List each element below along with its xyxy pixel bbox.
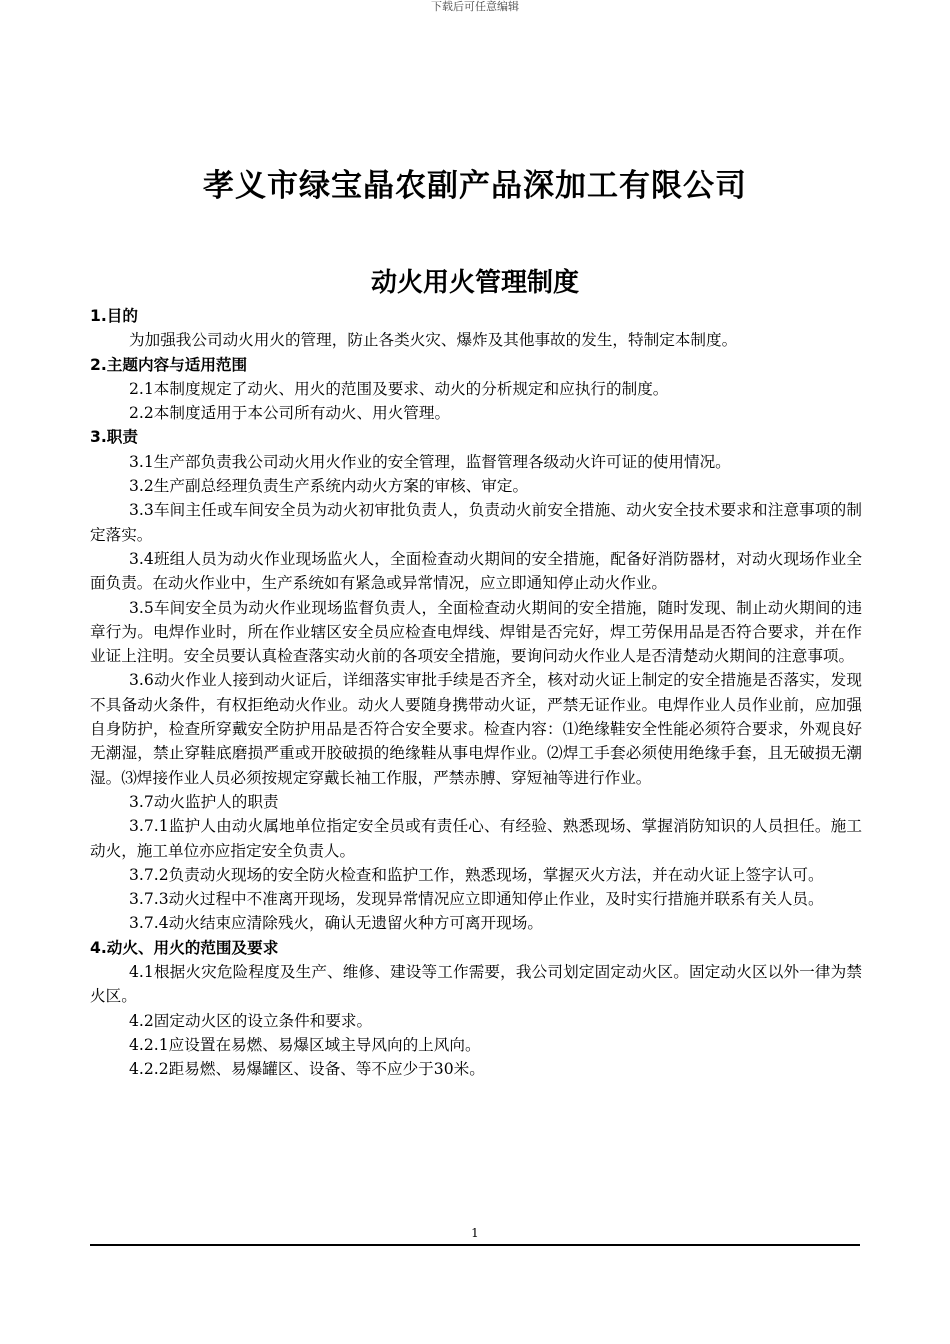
- section-heading: 1.目的: [90, 307, 138, 325]
- paragraph: 为加强我公司动火用火的管理，防止各类火灾、爆炸及其他事故的发生，特制定本制度。: [129, 331, 738, 350]
- paragraph: 3.7.4动火结束应清除残火，确认无遗留火种方可离开现场。: [129, 914, 543, 933]
- paragraph: 4.2.1应设置在易燃、易爆区域主导风向的上风向。: [129, 1035, 481, 1054]
- paragraph: 3.7.2负责动火现场的安全防火检查和监护工作，熟悉现场，掌握灭火方法，并在动火证上签字认可。: [129, 865, 824, 884]
- section-heading: 4.动火、用火的范围及要求: [90, 938, 279, 957]
- paragraph: 3.6动火作业人接到动火证后，详细落实审批手续是否齐全，核对动火证上制定的安全措施是否落实，发现不具备动火条件，有权拒绝动火作业。动火人要随身携带动火证，严禁无证作业。电焊作业人员作业前，应加强自身防护，检查所穿戴安全防护用品是否符合安全要求。检查内容：⑴绝缘鞋安全性能必须符合要求，外观良好无潮湿，禁止穿鞋底磨损严重或开胶破损的绝缘鞋从事电焊作业。⑵焊工手套必须使用绝缘手套，且无破损无潮湿。⑶焊接作业人员必须按规定穿戴长袖工作服，严禁赤膊、穿短袖等进行作业。: [90, 671, 862, 787]
- paragraph: 4.1根据火灾危险程度及生产、维修、建设等工作需要，我公司划定固定动火区。固定动火区以外一律为禁火区。: [90, 963, 862, 1006]
- section-heading: 3.职责: [90, 428, 138, 447]
- company-name: 孝义市绿宝晶农副产品深加工有限公司: [203, 168, 747, 204]
- page-number: 1: [471, 1226, 479, 1240]
- paragraph: 4.2固定动火区的设立条件和要求。: [129, 1011, 373, 1030]
- paragraph: 3.3车间主任或车间安全员为动火初审批负责人，负责动火前安全措施、动火安全技术要求和注意事项的制定落实。: [90, 501, 862, 544]
- paragraph: 3.5车间安全员为动火作业现场监督负责人，全面检查动火期间的安全措施，随时发现、制止动火期间的违章行为。电焊作业时，所在作业辖区安全员应检查电焊线、焊钳是否完好，焊工劳保用品是否符合要求，并在作业证上注明。安全员要认真检查落实动火前的各项安全措施，要询问动火作业人是否清楚动火期间的注意事项。: [90, 598, 862, 666]
- document-title: 动火用火管理制度: [370, 268, 579, 298]
- paragraph: 3.4班组人员为动火作业现场监火人，全面检查动火期间的安全措施，配备好消防器材，对动火现场作业全面负责。在动火作业中，生产系统如有紧急或异常情况，应立即通知停止动火作业。: [90, 549, 862, 593]
- paragraph: 3.7.3动火过程中不准离开现场，发现异常情况应立即通知停止作业，及时实行措施并联系有关人员。: [129, 890, 824, 909]
- paragraph: 2.1本制度规定了动火、用火的范围及要求、动火的分析规定和应执行的制度。: [129, 379, 669, 398]
- document-body: [90, 304, 862, 1082]
- paragraph: 3.7.1监护人由动火属地单位指定安全员或有责任心、有经验、熟悉现场、掌握消防知识的人员担任。施工动火，施工单位亦应指定安全负责人。: [90, 817, 862, 860]
- paragraph: 3.7动火监护人的职责: [129, 792, 279, 811]
- paragraph: 2.2本制度适用于本公司所有动火、用火管理。: [129, 404, 451, 423]
- section-heading: 2.主题内容与适用范围: [90, 355, 248, 374]
- paragraph: 3.2生产副总经理负责生产系统内动火方案的审核、审定。: [129, 477, 529, 496]
- paragraph: 3.1生产部负责我公司动火用火作业的安全管理，监督管理各级动火许可证的使用情况。: [129, 452, 731, 471]
- footer-divider: [90, 1244, 860, 1246]
- paragraph: 4.2.2距易燃、易爆罐区、设备、等不应少于30米。: [129, 1060, 485, 1079]
- watermark-text: 下载后可任意编辑: [431, 0, 519, 13]
